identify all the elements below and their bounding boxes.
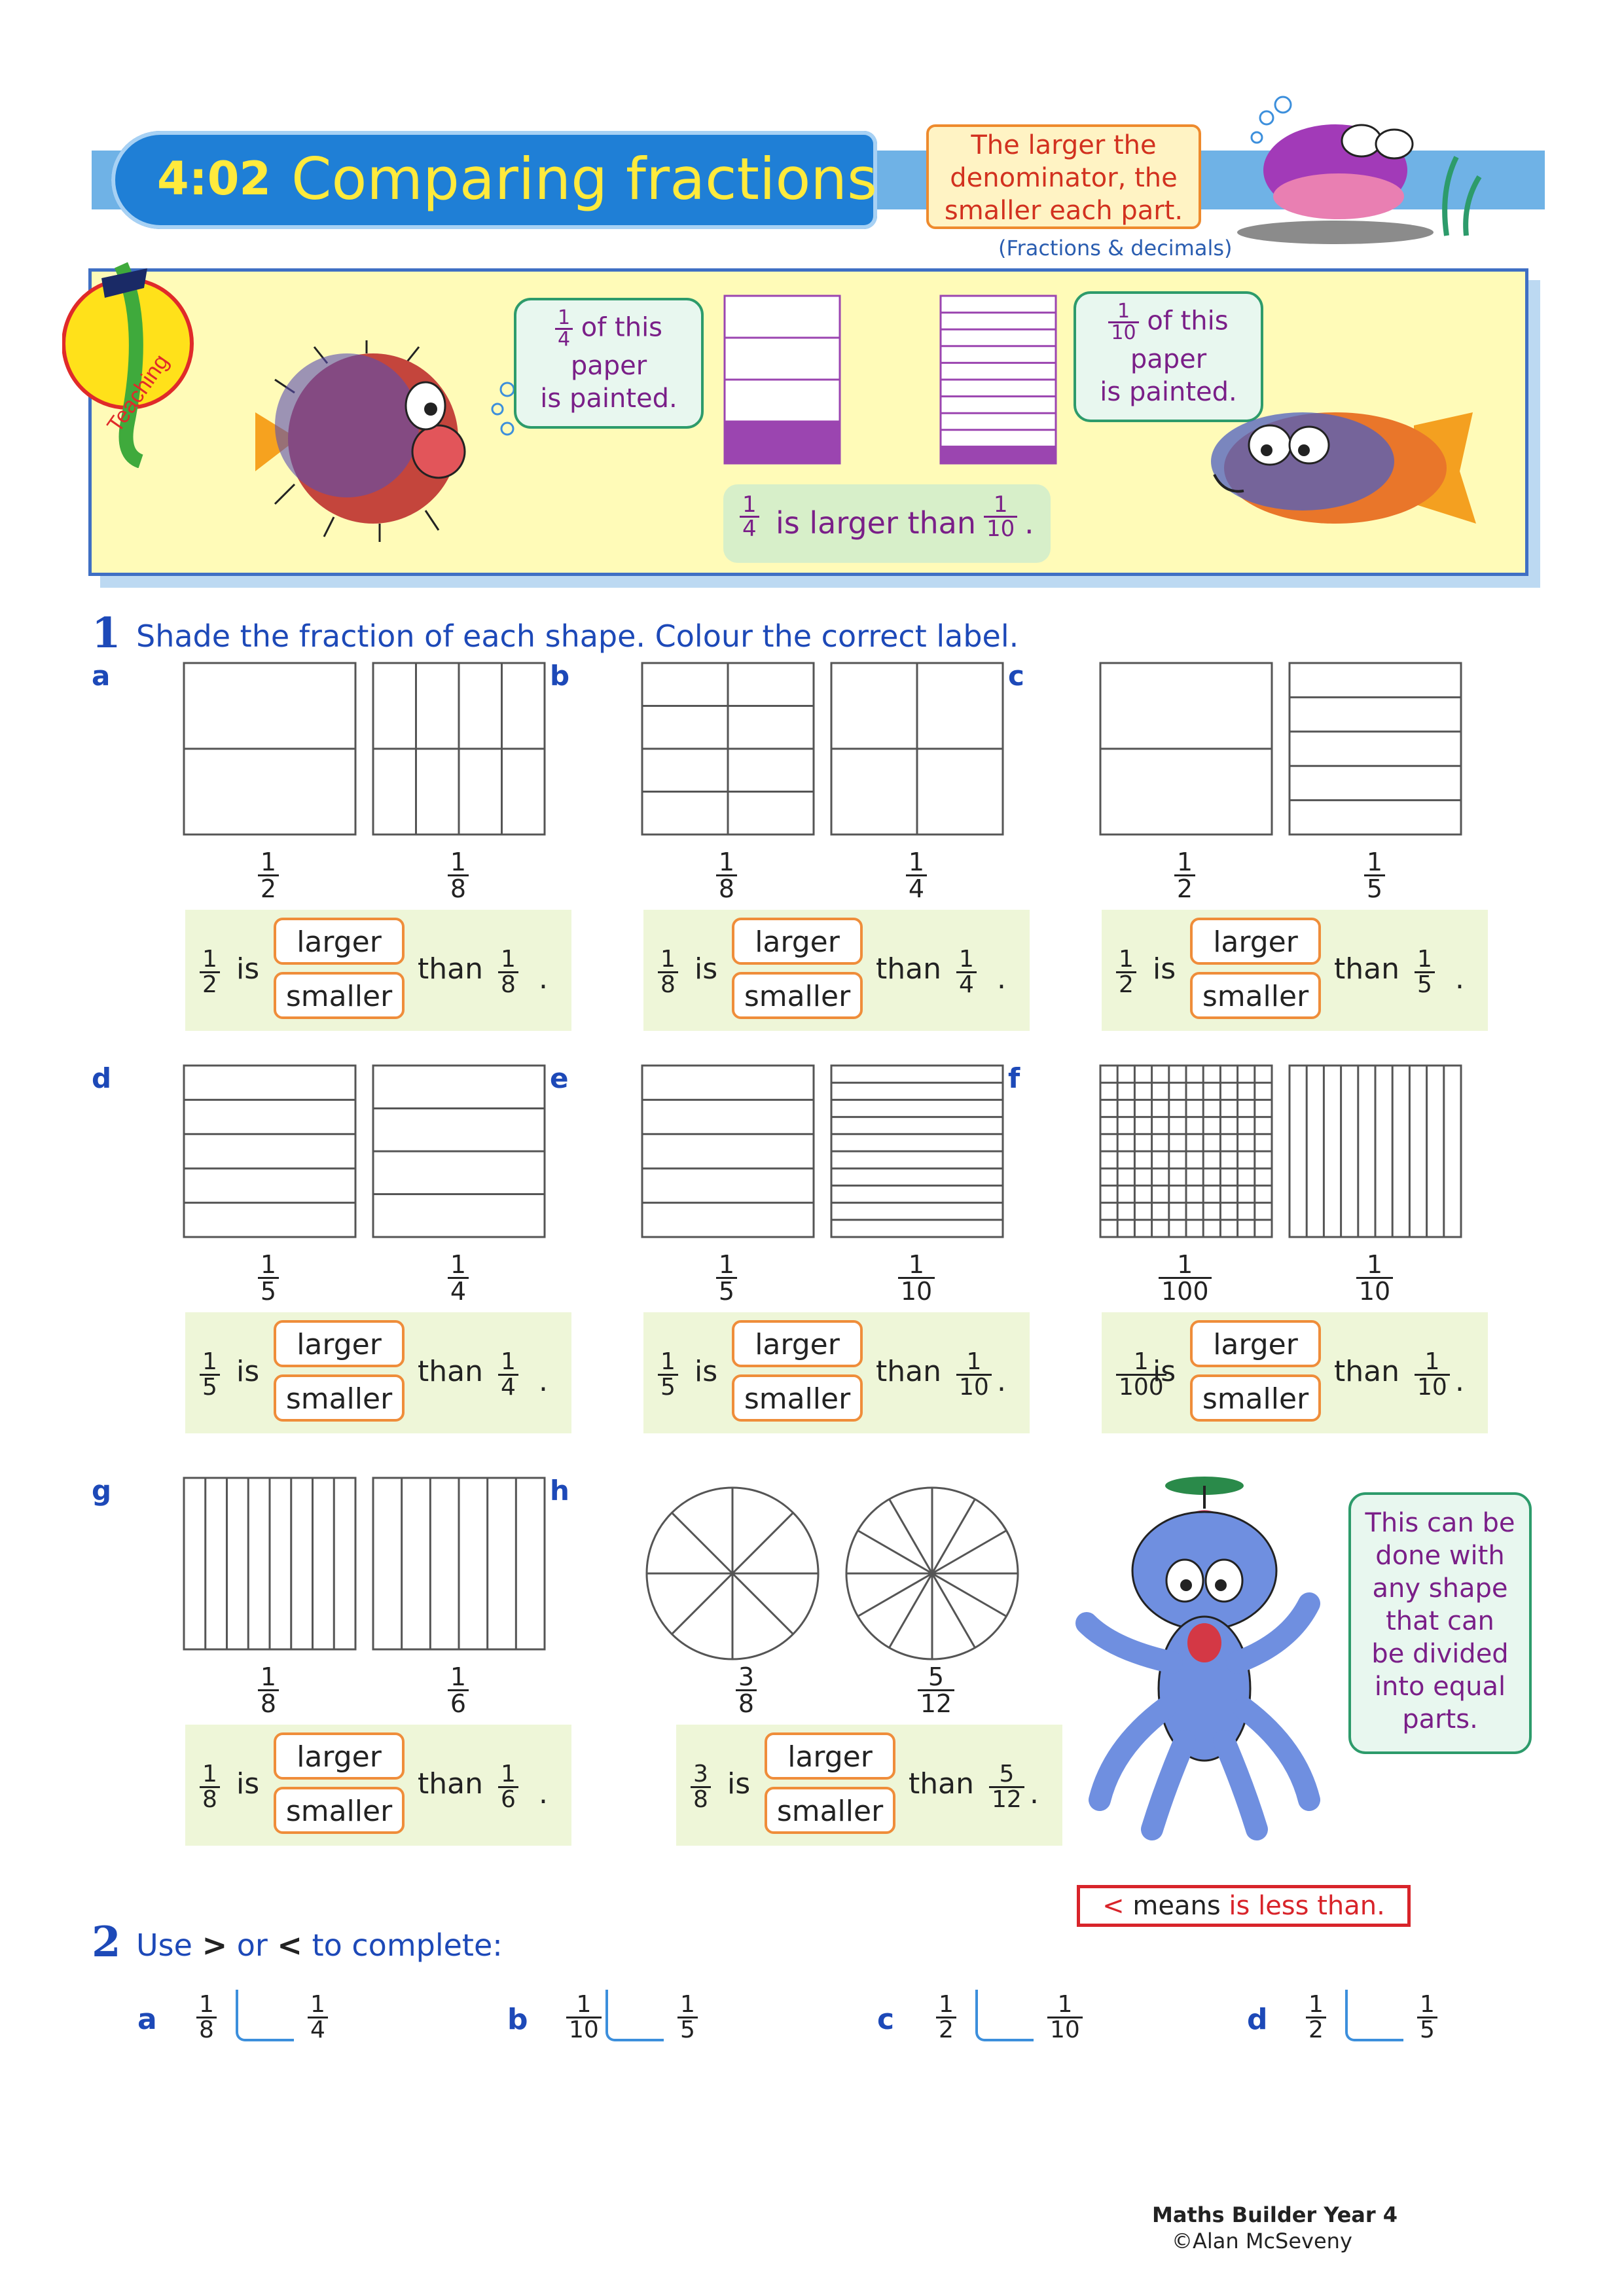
octopus-speech-bubble [1348, 1492, 1532, 1754]
bubble-text: be divided [1371, 1639, 1509, 1669]
fraction-denominator: 2 [1306, 2017, 1326, 2042]
word-is: is [1153, 952, 1176, 986]
bubble-text: of this [581, 312, 663, 343]
period: . [539, 1365, 548, 1398]
badge-text: Teaching [102, 350, 174, 437]
word-is: is [1153, 1355, 1176, 1388]
bubble-text: into equal [1374, 1672, 1506, 1702]
fraction-shape[interactable] [371, 661, 547, 836]
fraction-numerator: 1 [501, 946, 516, 973]
fraction-numerator: 1 [660, 946, 676, 973]
tip-line: smaller each part. [944, 196, 1183, 226]
q2-fraction-2 [1417, 1993, 1437, 2042]
item-letter: e [550, 1062, 569, 1094]
quarter-painted-paper [723, 295, 841, 465]
fraction-numerator: 1 [202, 946, 217, 973]
fraction-numerator: 3 [738, 1662, 755, 1691]
note-means: means [1132, 1891, 1221, 1921]
comparison-answer-slot[interactable] [236, 1990, 294, 2041]
q2-gt-symbol: > [202, 1928, 228, 1963]
fraction-numerator: 1 [576, 1991, 592, 2018]
q2-item-letter: c [877, 2003, 895, 2036]
shape-fraction-label [1348, 850, 1401, 901]
bubble-text: This can be [1365, 1508, 1515, 1538]
word-than: than [418, 1355, 483, 1388]
fraction-numerator: 5 [999, 1761, 1015, 1787]
bubble-text: parts. [1402, 1704, 1478, 1734]
fraction-denominator: 2 [936, 2017, 956, 2042]
tenth-painted-paper [939, 295, 1057, 465]
bubble-fraction-den: 4 [555, 328, 573, 350]
word-is: is [695, 1355, 718, 1388]
fraction-numerator: 1 [260, 848, 277, 876]
answer-fraction-2 [1415, 1350, 1450, 1399]
option-larger[interactable]: larger [732, 1320, 863, 1367]
fraction-numerator: 1 [908, 1250, 925, 1279]
page-title: Comparing fractions [291, 145, 877, 213]
fraction-numerator: 1 [959, 946, 974, 973]
shape-fraction-label [1159, 850, 1211, 901]
option-smaller[interactable]: smaller [274, 972, 405, 1019]
note-symbol: < [1102, 1891, 1125, 1921]
question-1-instruction: Shade the fraction of each shape. Colour the correct label. [136, 619, 1019, 654]
fraction-numerator: 1 [1366, 1250, 1383, 1279]
q2-fraction-2 [677, 1993, 698, 2042]
fraction-denominator: 4 [906, 874, 927, 901]
option-smaller[interactable]: smaller [1190, 972, 1321, 1019]
fraction-shape[interactable] [829, 1064, 1005, 1239]
q2-text-complete: to complete: [312, 1928, 503, 1963]
compare-b-num: 1 [993, 492, 1008, 518]
fraction-numerator: 1 [1177, 1250, 1193, 1279]
fraction-shape[interactable] [371, 1476, 547, 1651]
option-smaller[interactable]: smaller [274, 1374, 405, 1422]
fraction-numerator: 1 [718, 848, 735, 876]
fraction-denominator: 8 [658, 971, 678, 997]
fraction-denominator: 5 [716, 1277, 737, 1304]
period: . [997, 962, 1006, 996]
word-than: than [418, 1767, 483, 1801]
answer-label-box [1102, 910, 1488, 1031]
fraction-numerator: 1 [260, 1662, 277, 1691]
bubble-text: paper [570, 351, 647, 381]
q2-fraction-2 [1047, 1993, 1083, 2042]
bubble-text: done with [1375, 1541, 1505, 1571]
answer-label-box [185, 910, 571, 1031]
fraction-numerator: 1 [1176, 848, 1193, 876]
option-larger[interactable]: larger [274, 918, 405, 965]
answer-fraction-2 [956, 1350, 992, 1399]
note-text: is less than. [1229, 1891, 1385, 1921]
fraction-denominator: 10 [1415, 1374, 1450, 1399]
shape-fraction-label [242, 1252, 295, 1304]
item-letter: d [92, 1062, 112, 1094]
fraction-denominator: 4 [308, 2017, 328, 2042]
fraction-shape[interactable] [182, 1476, 357, 1651]
word-than: than [876, 952, 941, 986]
bubble-text: is painted. [1100, 377, 1237, 407]
word-is: is [695, 952, 718, 986]
answer-label-box [1102, 1312, 1488, 1433]
fraction-numerator: 1 [660, 1348, 676, 1375]
fraction-numerator: 1 [1119, 946, 1134, 973]
fraction-denominator: 8 [716, 874, 737, 901]
answer-fraction-1 [200, 948, 220, 997]
shape-fraction-label [432, 850, 484, 901]
item-letter: c [1008, 660, 1024, 692]
fraction-numerator: 1 [450, 1662, 467, 1691]
shape-fraction-label [1348, 1252, 1401, 1304]
fraction-numerator: 1 [1366, 848, 1383, 876]
shape-fraction-label [242, 850, 295, 901]
compare-period: . [1024, 505, 1034, 541]
item-letter: b [550, 660, 570, 692]
word-is: is [236, 1355, 260, 1388]
bubble-text: any shape [1372, 1573, 1508, 1604]
fraction-numerator: 1 [1057, 1991, 1073, 2018]
fraction-numerator: 1 [1417, 946, 1432, 973]
fraction-denominator: 12 [989, 1786, 1024, 1812]
octopus-illustration [1074, 1473, 1348, 1846]
fraction-shape[interactable] [1098, 1064, 1274, 1239]
fraction-denominator: 2 [1174, 874, 1195, 901]
fraction-numerator: 1 [202, 1761, 217, 1787]
tip-line: The larger the [971, 130, 1157, 160]
fraction-numerator: 1 [450, 1250, 467, 1279]
option-larger[interactable]: larger [1190, 918, 1321, 965]
circle-shape-eighths[interactable] [645, 1486, 820, 1661]
fraction-numerator: 1 [260, 1250, 277, 1279]
question-2-instruction [136, 1928, 503, 1963]
footer-book-title: Maths Builder Year 4 [1152, 2202, 1398, 2227]
answer-fraction-1 [1116, 948, 1136, 997]
q2-fraction-1 [566, 1993, 602, 2042]
fraction-denominator: 10 [898, 1277, 935, 1304]
circle-shape-twelfths[interactable] [844, 1486, 1020, 1661]
comparison-answer-slot[interactable] [605, 1990, 664, 2041]
topic-label: (Fractions & decimals) [998, 236, 1233, 260]
fraction-shape[interactable] [640, 1064, 816, 1239]
fraction-denominator: 100 [1159, 1277, 1212, 1304]
bubble-fraction-num: 1 [557, 306, 571, 329]
word-is: is [236, 952, 260, 986]
fraction-numerator: 1 [966, 1348, 982, 1375]
period: . [539, 962, 548, 996]
answer-fraction-1 [658, 948, 678, 997]
fraction-denominator: 5 [200, 1374, 220, 1399]
fraction-denominator: 4 [498, 1374, 518, 1399]
fraction-numerator: 1 [1424, 1348, 1440, 1375]
q2-fraction-2 [308, 1993, 328, 2042]
option-smaller[interactable]: smaller [732, 1374, 863, 1422]
shape-fraction-label [432, 1664, 484, 1716]
fraction-numerator: 1 [680, 1991, 695, 2018]
answer-fraction-1 [658, 1350, 678, 1399]
option-smaller[interactable]: smaller [765, 1787, 895, 1834]
fraction-denominator: 2 [258, 874, 279, 901]
fraction-numerator: 1 [1308, 1991, 1324, 2018]
fraction-denominator: 5 [1364, 874, 1385, 901]
tip-line: denominator, the [950, 163, 1178, 193]
cowfish-illustration [1204, 399, 1479, 543]
fraction-numerator: 1 [1133, 1348, 1149, 1375]
q2-item-letter: b [507, 2003, 528, 2036]
fraction-numerator: 1 [1420, 1991, 1435, 2018]
teaching-badge [62, 252, 200, 468]
answer-fraction-2 [1415, 948, 1435, 997]
q2-fraction-1 [1306, 1993, 1326, 2042]
item-letter: g [92, 1475, 112, 1507]
word-than: than [876, 1355, 941, 1388]
comparison-statement [723, 484, 1051, 563]
fraction-denominator: 4 [956, 971, 977, 997]
fraction-denominator: 6 [448, 1689, 469, 1716]
fraction-denominator: 5 [1415, 971, 1435, 997]
answer-fraction-2 [498, 1763, 518, 1812]
fraction-denominator: 100 [1116, 1374, 1166, 1399]
answer-fraction-2 [498, 948, 518, 997]
period: . [1030, 1777, 1039, 1810]
less-than-note [1077, 1885, 1411, 1927]
fraction-denominator: 10 [1047, 2017, 1083, 2042]
answer-fraction-1 [200, 1763, 220, 1812]
fraction-numerator: 1 [450, 848, 467, 876]
option-smaller[interactable]: smaller [732, 972, 863, 1019]
word-is: is [236, 1767, 260, 1801]
fraction-denominator: 5 [677, 2017, 698, 2042]
fraction-denominator: 2 [1116, 971, 1136, 997]
fraction-shape[interactable] [371, 1064, 547, 1239]
shape-fraction-label [700, 1252, 753, 1304]
option-larger[interactable]: larger [274, 1732, 405, 1780]
item-letter: a [92, 660, 111, 692]
fraction-denominator: 8 [258, 1689, 279, 1716]
fraction-numerator: 1 [908, 848, 925, 876]
fraction-denominator: 5 [1417, 2017, 1437, 2042]
fraction-denominator: 10 [956, 1374, 992, 1399]
word-than: than [909, 1767, 974, 1801]
fraction-shape[interactable] [182, 661, 357, 836]
q2-text-or: or [236, 1928, 268, 1963]
comparison-answer-slot[interactable] [975, 1990, 1034, 2041]
fraction-denominator: 8 [196, 2017, 217, 2042]
compare-a-den: 4 [740, 516, 759, 540]
answer-label-box [643, 910, 1030, 1031]
question-1-number: 1 [92, 609, 121, 658]
fraction-denominator: 5 [258, 1277, 279, 1304]
fraction-numerator: 1 [501, 1761, 516, 1787]
word-than: than [1334, 1355, 1399, 1388]
bubble-text: of this [1147, 306, 1229, 336]
comparison-answer-slot[interactable] [1345, 1990, 1403, 2041]
fraction-numerator: 1 [939, 1991, 954, 2018]
fraction-numerator: 1 [202, 1348, 217, 1375]
compare-text: is larger than [776, 505, 977, 541]
pufferfish-illustration [236, 340, 524, 543]
option-smaller[interactable]: smaller [1190, 1374, 1321, 1422]
word-than: than [418, 952, 483, 986]
fraction-denominator: 5 [658, 1374, 678, 1399]
period: . [1455, 1365, 1464, 1398]
shape-fraction-label [890, 1252, 943, 1304]
fraction-shape[interactable] [182, 1064, 357, 1239]
fraction-denominator: 12 [918, 1689, 954, 1716]
compare-b-den: 10 [984, 516, 1017, 540]
tip-box [926, 124, 1201, 229]
answer-label-box [676, 1725, 1062, 1846]
period: . [539, 1777, 548, 1810]
shape-fraction-label [890, 850, 943, 901]
fraction-denominator: 8 [200, 1786, 220, 1812]
answer-label-box [185, 1725, 571, 1846]
fraction-numerator: 5 [928, 1662, 945, 1691]
fraction-denominator: 10 [566, 2017, 602, 2042]
fraction-shape[interactable] [640, 661, 816, 836]
fraction-numerator: 3 [693, 1761, 708, 1787]
fraction-shape[interactable] [1288, 661, 1463, 836]
fraction-numerator: 1 [501, 1348, 516, 1375]
answer-label-box [185, 1312, 571, 1433]
fraction-denominator: 6 [498, 1786, 518, 1812]
shape-fraction-label [1159, 1252, 1211, 1304]
fraction-denominator: 4 [448, 1277, 469, 1304]
word-than: than [1334, 952, 1399, 986]
bubble-text: paper [1130, 344, 1207, 374]
fraction-numerator: 1 [310, 1991, 325, 2018]
compare-a-num: 1 [742, 492, 757, 518]
shape-fraction-label [700, 850, 753, 901]
option-smaller[interactable]: smaller [274, 1787, 405, 1834]
bubble-fraction-num: 1 [1117, 300, 1130, 323]
fraction-shape[interactable] [1098, 661, 1274, 836]
answer-fraction-2 [498, 1350, 518, 1399]
answer-fraction-1 [200, 1350, 220, 1399]
clam-illustration [1231, 92, 1519, 249]
answer-label-box [643, 1312, 1030, 1433]
answer-fraction-1 [691, 1763, 711, 1812]
fraction-shape[interactable] [1288, 1064, 1463, 1239]
fraction-shape[interactable] [829, 661, 1005, 836]
bubble-text: that can [1386, 1606, 1494, 1636]
fraction-denominator: 8 [498, 971, 518, 997]
fraction-denominator: 10 [1356, 1277, 1393, 1304]
footer-copyright: ©Alan McSeveny [1172, 2229, 1352, 2253]
period: . [1455, 962, 1464, 996]
question-2-number: 2 [92, 1918, 121, 1967]
fraction-denominator: 8 [691, 1786, 711, 1812]
item-letter: f [1008, 1062, 1020, 1094]
shape-fraction-label [432, 1252, 484, 1304]
q2-fraction-1 [936, 1993, 956, 2042]
option-larger[interactable]: larger [765, 1732, 895, 1780]
q2-item-letter: a [137, 2003, 157, 2036]
lesson-number: 4:02 [157, 152, 272, 206]
fraction-denominator: 2 [200, 971, 220, 997]
fraction-numerator: 1 [199, 1991, 214, 2018]
q2-text-use: Use [136, 1928, 192, 1963]
option-larger[interactable]: larger [274, 1320, 405, 1367]
fraction-numerator: 1 [718, 1250, 735, 1279]
q2-fraction-1 [196, 1993, 217, 2042]
q2-lt-symbol: < [277, 1928, 302, 1963]
answer-fraction-2 [989, 1763, 1024, 1812]
left-speech-bubble [514, 298, 704, 429]
item-letter: h [550, 1475, 569, 1507]
word-is: is [727, 1767, 751, 1801]
bubble-text: is painted. [540, 384, 677, 414]
bubble-fraction-den: 10 [1108, 321, 1138, 343]
shape-fraction-label [242, 1664, 295, 1716]
answer-fraction-2 [956, 948, 977, 997]
period: . [997, 1365, 1006, 1398]
option-larger[interactable]: larger [732, 918, 863, 965]
shape-fraction-label [910, 1664, 962, 1716]
fraction-denominator: 8 [736, 1689, 757, 1716]
fraction-denominator: 8 [448, 874, 469, 901]
shape-fraction-label [720, 1664, 772, 1716]
option-larger[interactable]: larger [1190, 1320, 1321, 1367]
q2-item-letter: d [1247, 2003, 1268, 2036]
